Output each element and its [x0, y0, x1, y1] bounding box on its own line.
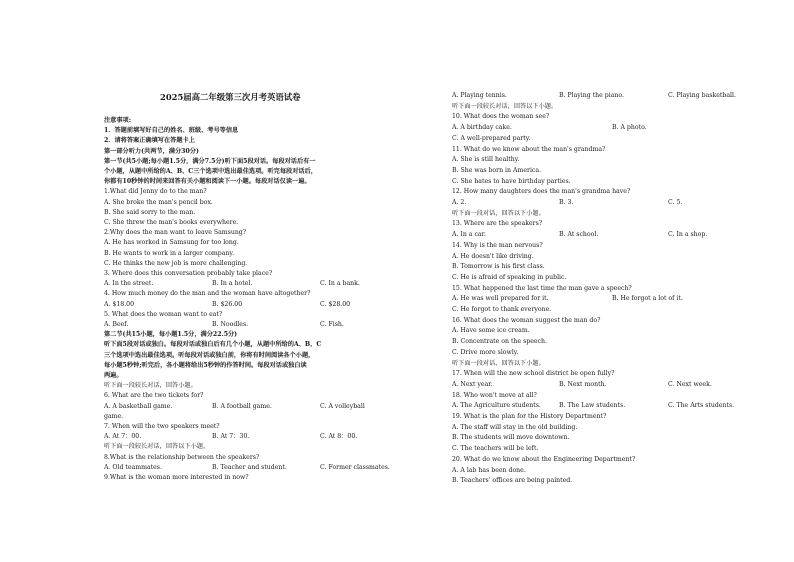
question-line: 听下面一段较长对话，回答以下小题。	[104, 443, 210, 451]
question-line: B. She was born in America.	[452, 166, 542, 174]
answer-option: C. The Arts students.	[668, 402, 735, 410]
instruction-line: 每小题5秒钟;听完后，各小题将给出5秒钟的作答时间。每段对话或独白读	[104, 361, 307, 369]
question-line: A. He doesn't like driving.	[452, 252, 534, 260]
question-line: 11. What do we know about the man's grandma?	[452, 145, 606, 153]
instruction-line: 1．答题前填写好自己的姓名、班级、考号等信息	[104, 127, 239, 135]
answer-option: C. Next week.	[668, 380, 712, 388]
answer-option: A. 2.	[452, 199, 467, 206]
answer-option: A. Next year.	[452, 380, 493, 388]
question-line: B. Tomorrow is his first class.	[452, 263, 545, 271]
question-line: 听下面一段较长对话，回答以下小题。	[452, 102, 558, 110]
answer-option: A. Playing tennis.	[452, 92, 507, 99]
question-line: A. He has worked in Samsung for too long.	[104, 239, 239, 247]
answer-option: B. $26.00	[212, 300, 243, 308]
instruction-line: 三个选项中选出最佳选项。听每段对话或独白前，你将有时间阅读各个小题，	[104, 351, 315, 359]
answer-option: B. At school.	[559, 231, 599, 239]
question-line: 1.What did Jenny do to the man?	[104, 188, 207, 196]
question-line: C. The teachers will be left.	[452, 445, 539, 453]
instruction-line: 注意事项:	[104, 117, 132, 124]
question-line: 13. Where are the speakers?	[452, 220, 543, 228]
instruction-line: 两遍。	[104, 372, 123, 379]
question-line: 9.What is the woman more interested in now?	[104, 474, 249, 481]
answer-option: A. In the street.	[104, 280, 154, 288]
question-line: 15. What happened the last time the man gave a speech?	[452, 284, 632, 292]
question-line: B. Concentrate on the speech.	[452, 338, 547, 346]
question-line: 2.Why does the man want to leave Samsung?	[104, 229, 247, 237]
question-line: B. The students will move downtown.	[452, 434, 570, 442]
question-line: 3. Where does this conversation probably take place?	[104, 270, 273, 277]
answer-option: B. Playing the piano.	[559, 92, 624, 99]
question-line: A. She is still healthy.	[452, 156, 520, 164]
question-line: 19. What is the plan for the History Department?	[452, 413, 607, 420]
answer-option: C. Playing basketball.	[668, 92, 736, 99]
question-line: C. He thinks the new job is more challenging.	[104, 259, 248, 267]
question-line: 18. Who won't move at all?	[452, 391, 537, 399]
answer-option: B. He forgot a lot of it.	[612, 295, 683, 303]
question-line: 16. What does the woman suggest the man do?	[452, 316, 601, 324]
answer-option: A. $18.00	[104, 300, 135, 308]
instruction-line: 第一部分听力(共两节，满分30分)	[104, 147, 199, 155]
answer-option: A. A basketball game.	[104, 402, 173, 410]
question-line: A. Have some ice cream.	[452, 327, 530, 335]
question-line: 5. What does the woman want to eat?	[104, 310, 223, 318]
question-line: A. A lab has been done.	[452, 466, 526, 474]
question-line: 听下面一段较长对话，回答小题。	[104, 382, 197, 390]
answer-option: C. Former classmates.	[320, 463, 390, 471]
question-line: A. The staff will stay in the old building.	[452, 423, 578, 431]
question-line: 听下面一段对话，回答以下小题。	[452, 359, 545, 367]
answer-option: B. Noodles.	[212, 321, 249, 328]
question-line: 10. What does the woman see?	[452, 113, 550, 121]
instruction-line: 第二节(共15小题，每小题1.5分，满分22.5分)	[104, 331, 238, 339]
question-line: C. She hates to have birthday parties.	[452, 177, 571, 185]
answer-option: A. At 7：00.	[104, 433, 142, 441]
question-line: 17. When will the new school district be open fully?	[452, 370, 615, 378]
answer-option: A. The Agriculture students.	[452, 402, 541, 410]
answer-option: C. A volleyball	[320, 402, 365, 410]
answer-option: B. Next month.	[559, 380, 607, 388]
answer-option: B. At 7：30.	[212, 433, 250, 441]
question-line: 20. What do we know about the Engineering Department?	[452, 455, 636, 463]
question-line: B. She said sorry to the man.	[104, 208, 196, 216]
answer-option: C. $28.00	[320, 300, 351, 308]
question-line: 14. Why is the man nervous?	[452, 241, 543, 249]
question-line: C. He is afraid of speaking in public.	[452, 273, 567, 281]
answer-option: C. At 8：00.	[320, 433, 358, 441]
answer-option: C. In a bank.	[320, 280, 360, 288]
question-line: B. Teachers' offices are being painted.	[452, 477, 573, 485]
answer-option: C. In a shop.	[668, 231, 708, 239]
instruction-line: 第一节(共5小题;每小题1.5分，满分7.5分)听下面5段对话。每段对话后有一	[104, 157, 316, 165]
answer-option: C. 5.	[668, 199, 683, 206]
instruction-line: 2．请将答案正确填写在答题卡上	[104, 137, 195, 145]
answer-option: B. In a hotel.	[212, 280, 253, 288]
instruction-line: 你都有10秒钟的时间来回答有关小题和阅读下一小题。每段对话仅读一遍。	[104, 178, 311, 186]
answer-option: B. 3.	[559, 199, 574, 206]
instruction-line: 听下面5段对话或独白。每段对话或独白后有几个小题，从题中所给的A、B、C	[104, 341, 322, 349]
question-line: C. He forgot to thank everyone.	[452, 306, 552, 313]
answer-option: A. A birthday cake.	[452, 124, 512, 132]
question-line: 8.What is the relationship between the speakers?	[104, 453, 260, 461]
answer-option: A. In a car.	[452, 231, 486, 239]
instruction-line: 个小题，从题中所给的A、B、C三个选项中选出最佳选项。听完每段对话后，	[104, 168, 317, 175]
question-line: C. A well-prepared party.	[452, 134, 531, 142]
question-line: game.	[104, 412, 124, 420]
question-line: 12. How many daughters does the man's grandma have?	[452, 188, 631, 196]
answer-option: B. A football game.	[212, 402, 272, 410]
answer-option: B. The Law students.	[559, 402, 626, 410]
question-line: A. She broke the man's pencil box.	[104, 198, 213, 206]
answer-option: A. Old teammates.	[104, 463, 162, 471]
answer-option: B. Teacher and student.	[212, 463, 287, 471]
answer-option: C. Fish.	[320, 321, 344, 328]
question-line: C. She threw the man's books everywhere.	[104, 219, 239, 226]
answer-option: B. A photo.	[612, 124, 647, 132]
question-line: C. Drive more slowly.	[452, 348, 519, 356]
answer-option: A. Beef.	[104, 321, 129, 328]
question-line: 听下面一段对话，回答以下小题。	[452, 209, 545, 217]
question-line: B. He wants to work in a larger company.	[104, 249, 235, 257]
question-line: 6. What are the two tickets for?	[104, 392, 204, 400]
question-line: 7. When will the two speakers meet?	[104, 423, 220, 430]
question-line: 4. How much money do the man and the woman have altogether?	[104, 290, 311, 298]
exam-title: 2025届高二年级第三次月考英语试卷	[160, 92, 301, 102]
answer-option: A. He was well prepared for it.	[452, 295, 549, 303]
